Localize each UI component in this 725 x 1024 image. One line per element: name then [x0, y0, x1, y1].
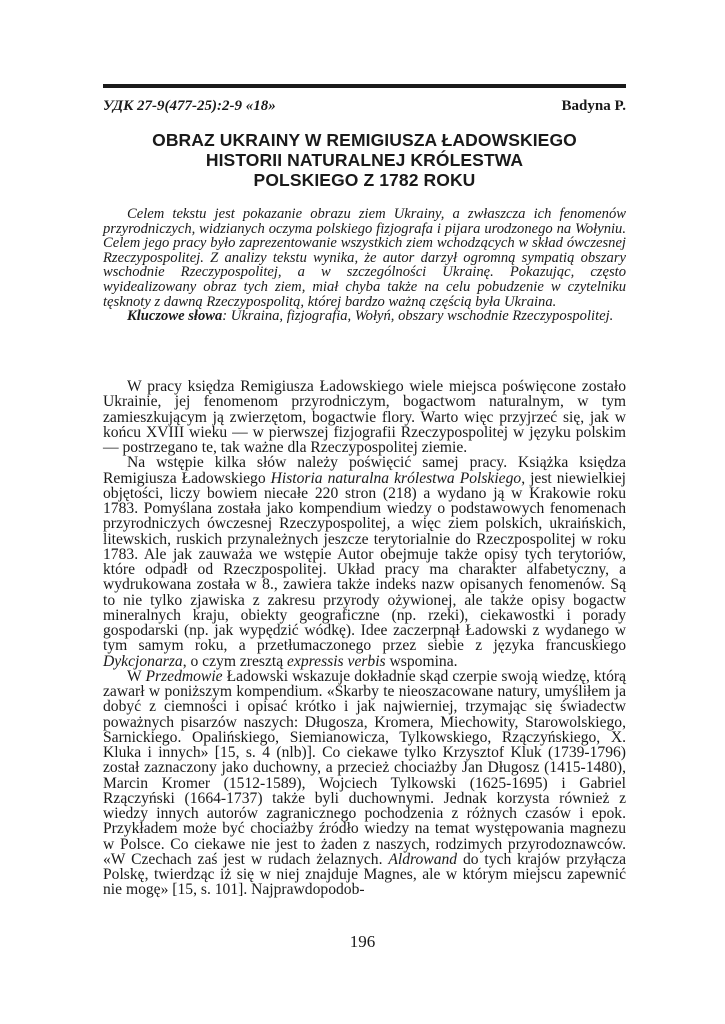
text-run: do tych krajów przyłącza Polskę, twierdząc iż się w niej znajduje Magnes, ale w którym miejscu zapewnić nie mogę» [15, s. 101]. Najprawdopodob- — [103, 850, 627, 899]
text-run: wspomina. — [385, 652, 458, 670]
article-title — [103, 130, 626, 190]
keywords-label: Kluczowe słowa — [127, 308, 223, 325]
book-title: Dykcjonarza — [103, 652, 183, 670]
page-number: 196 — [349, 932, 376, 951]
text-run: Ładowski wskazuje dokładnie skąd czerpie swoją wiedzę, którą zawarł w poniższym kompendium. «Skarby te nieoszacowane natury, umyśliłem ja dobyć z ciemności i opisać krótko i jak najwierniej, trzymając się świadectw poważnych pisarzów naszych: Długosza, Kromera, Miechowity, Starowolskiego, Sarnickiego. Opalińskiego, Siemianowicza, Tylkowskiego, Rzączyńskiego, X. Kluka i innych» [15, s. 4 (nlb)]. Co ciekawe tylko Krzysztof Kluk (1739-1796) został zaznaczony jako duchowny, a przecież chociażby Jan Długosz (1415-1480), Marcin Kromer (1512-1589), Wojciech Tylkowski (1625-1695) i Gabriel Rzączyński (1664-1737) także byli duchownymi. Jednak korzysta również z wiedzy innych autorów zagranicznego pochodzenia z różnych czasów i epok. Przykładem może być chociażby źródło wiedzy na temat występowania magnezu w Polsce. Co ciekawe nie jest to żaden z naszych, rodzimych przyrodoznawców. «W Czechach zaś jest w rudach żelaznych. — [103, 667, 626, 868]
title-line: POLSKIEGO Z 1782 ROKU — [253, 170, 476, 190]
body-paragraph — [103, 455, 626, 669]
body-paragraph: W pracy księdza Remigiusza Ładowskiego wiele miejsca poświęcone zostało Ukrainie, jej fenomenom przyrodniczym, bogactwom naturalnym, w tym zamieszkującym ją zwierzętom, bogactwie flory. Warto więc przyjrzeć się, jak w końcu XVIII wieku — w pierwszej fizjografii Rzeczypospolitej w języku polskim — postrzegano te, tak ważne dla Rzeczypospolitej ziemie. — [103, 378, 626, 456]
keywords-text: : Ukraina, fizjografia, Wołyń, obszary wschodnie Rzeczypospolitej. — [222, 308, 614, 325]
abstract — [103, 207, 626, 324]
header-rule — [103, 84, 626, 88]
title-line: HISTORII NATURALNEJ KRÓLESTWA — [205, 150, 524, 170]
text-run: Na wstępie kilka słów należy poświęcić samej pracy. Książka księdza Remigiusza Ładowskiego — [103, 454, 626, 487]
body-paragraph — [103, 669, 626, 898]
title-line: OBRAZ UKRAINY W REMIGIUSZA ŁADOWSKIEGO — [152, 130, 577, 150]
latin-phrase: expressis verbis — [287, 652, 386, 670]
book-title: Historia naturalna królestwa Polskiego — [270, 469, 522, 487]
author-name: Badyna P. — [561, 98, 626, 114]
author-reference: Aldrowand — [388, 850, 458, 868]
article-body — [103, 379, 626, 898]
section-name: Przedmowie — [145, 667, 223, 685]
udk-code: УДК 27-9(477-25):2-9 «18» — [103, 98, 276, 114]
abstract-text: Celem tekstu jest pokazanie obrazu ziem Ukrainy, a zwłaszcza ich fenomenów przyrodniczych, widzianych oczyma polskiego fizjografa i pijara urodzonego na Wołyniu. Celem jego pracy było zaprezentowanie wszystkich ziem wchodzących w skład ówczesnej Rzeczypospolitej. Z analizy tekstu wynika, że autor darzył ogromną sympatią obszary wschodnie Rzeczypospolitej, a w szczególności Ukrainę. Pokazując, często wyidealizowany obraz tych ziem, miał chyba także na celu pobudzenie w czytelniku tęsknoty z dawną Rzeczypospolitą, której bardzo ważną częścią była Ukraina. — [103, 206, 626, 310]
text-run: , o czym zresztą — [182, 652, 288, 670]
text-run: W — [127, 667, 146, 685]
running-header — [103, 98, 626, 118]
text-run: , jest niewielkiej objętości, liczy bowiem niecałe 220 stron (218) a wydano ją w Krakowie roku 1783. Pomyślana została jako kompendium wiedzy o podstawowych fenomenach przyrodniczych ówczesnej Rzeczypospolitej, a więc ziem polskich, ukraińskich, litewskich, ruskich przynależnych jeszcze terytorialnie do Rzeczpospolitej w roku 1783. Ale jak zauważa we wstępie Autor obejmuje także opisy tych terytoriów, które odpadł od Rzeczpospolitej. Układ pracy ma charakter alfabetyczny, a wydrukowana została w 8., zawiera także indeks nazw opisanych fenomenów. Są to nie tylko zjawiska z zakresu przyrody ożywionej, ale także opisy bogactw mineralnych kraju, obiekty geograficzne (np. rzeki), ciekawostki i porady gospodarski (np. jak wypędzić wódkę). Idee zaczerpnął Ładowski z wydanego w tym samym roku, a przetłumaczonego przez siebie z języka francuskiego — [103, 469, 626, 655]
keywords — [103, 309, 626, 324]
